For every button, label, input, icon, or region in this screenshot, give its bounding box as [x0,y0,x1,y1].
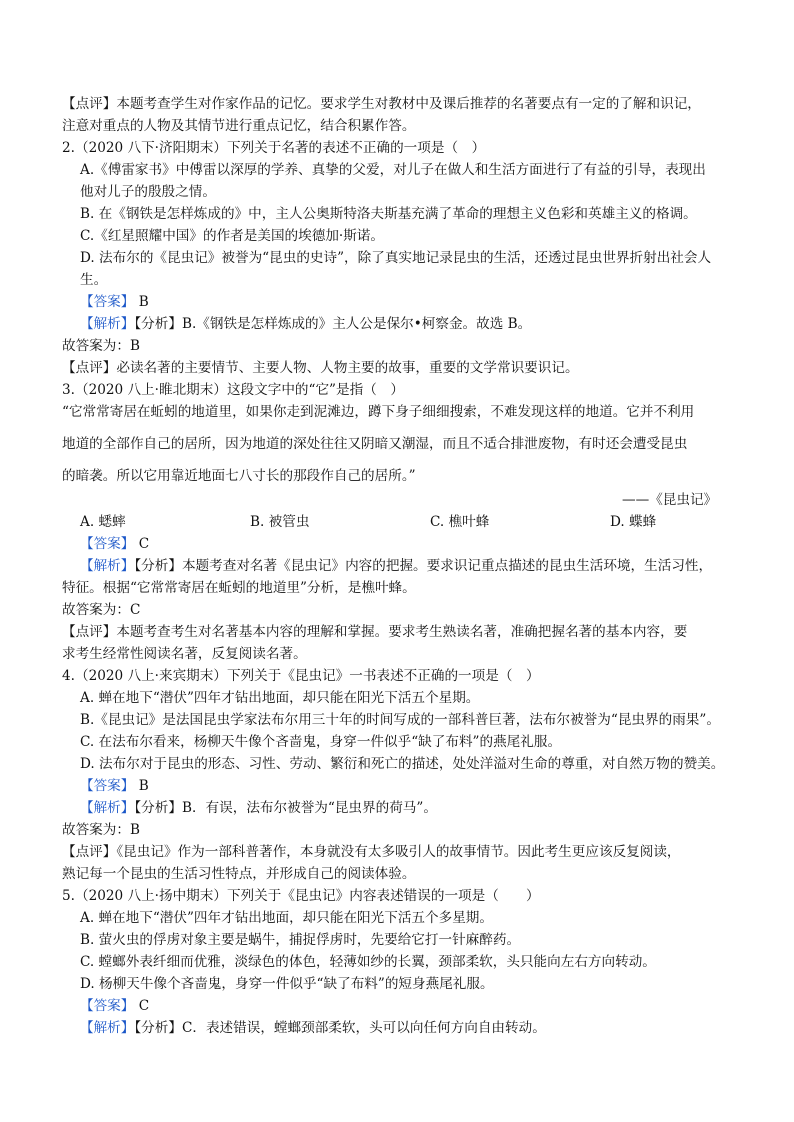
answer-line [80,534,149,554]
analysis-tag: 【解析】 [80,1020,135,1036]
option-a: A. 蝉在地下“潜伏”四年才钻出地面，却只能在阳光下活五个多星期。 [80,910,493,926]
final-answer: 故答案为：C [62,602,141,618]
analysis-cont: 特征。根据“它常常寄居在蚯蚓的地道里”分析，是樵叶蜂。 [62,580,416,596]
comment-text: 【点评】必读名著的主要情节、主要人物、人物主要的故事，重要的文学常识要识记。 [62,360,579,376]
answer-value: B [134,294,149,310]
passage-line: “它常常寄居在蚯蚓的地道里，如果你走到泥滩边，蹲下身子细细搜索，不难发现这样的地道。它并不利用 [62,404,695,420]
comment-text: 注意对重点的人物及其情节进行重点记忆，结合积累作答。 [62,118,416,134]
analysis-tag: 【解析】 [80,800,135,816]
answer-line [80,292,149,312]
answer-tag: 【答案】 [80,998,135,1014]
answer-tag: 【答案】 [80,778,135,794]
passage-source: ——《昆虫记》 [622,492,718,508]
option-b: B. 萤火虫的俘虏对象主要是蜗牛，捕捉俘虏时，先要给它打一针麻醉药。 [80,932,521,948]
answer-line [80,776,149,796]
analysis-line [80,556,712,576]
answer-tag: 【答案】 [80,294,135,310]
analysis-text: 【分析】本题考查对名著《昆虫记》内容的把握。要求识记重点描述的昆虫生活环境，生活习性， [134,558,713,574]
option-b: B. 被管虫 [250,514,310,530]
passage-line: 的暗袭。所以它用靠近地面七八寸长的那段作自己的居所。” [62,468,416,484]
option-b: B. 在《钢铁是怎样炼成的》中，主人公奥斯特洛夫斯基充满了革命的理想主义色彩和英雄主义的格调。 [80,206,697,222]
comment-text: 求考生经常性阅读名著，反复阅读名著。 [62,646,307,662]
analysis-line [80,798,437,818]
option-a: A. 蟋蟀 [80,514,126,530]
answer-tag: 【答案】 [80,536,135,552]
comment-text: 【点评】本题考查考生对名著基本内容的理解和掌握。要求考生熟读名著，准确把握名著的基本内容，要 [62,624,688,640]
option-d: D. 法布尔对于昆虫的形态、习性、劳动、繁衍和死亡的描述，处处洋溢对生命的尊重，对自然万物的赞美。 [80,756,725,772]
option-c: C. 在法布尔看来，杨柳天牛像个吝啬鬼，身穿一件似乎“缺了布料”的燕尾礼服。 [80,734,562,750]
analysis-text: 【分析】B．有误，法布尔被誉为“昆虫界的荷马”。 [134,800,437,816]
final-answer: 故答案为：B [62,822,140,838]
option-c: C. 樵叶蜂 [430,514,490,530]
option-a-cont: 他对儿子的殷殷之情。 [80,184,216,200]
question-5-stem: 5.（2020 八上·扬中期末）下列关于《昆虫记》内容表述错误的一项是（ ） [62,888,540,904]
option-b: B.《昆虫记》是法国昆虫学家法布尔用三十年的时间写成的一部科普巨著，法布尔被誉为“昆虫界的雨果”。 [80,712,720,728]
option-d-cont: 生。 [80,272,108,288]
option-d: D. 法布尔的《昆虫记》被誉为“昆虫的史诗”，除了真实地记录昆虫的生活，还透过昆虫世界折射出社会人 [80,250,712,266]
analysis-line [80,314,531,334]
analysis-tag: 【解析】 [80,558,135,574]
analysis-line [80,1018,546,1038]
answer-value: B [134,778,149,794]
option-c: C. 螳螂外表纤细而优雅，淡绿色的体色，轻薄如纱的长翼，颈部柔软，头只能向左右方向转动。 [80,954,656,970]
question-4-stem: 4.（2020 八上·来宾期末）下列关于《昆虫记》一书表述不正确的一项是（ ） [62,668,540,684]
final-answer: 故答案为：B [62,338,140,354]
answer-value: C [134,998,150,1014]
option-a: A. 蝉在地下“潜伏”四年才钻出地面，却只能在阳光下活五个星期。 [80,690,480,706]
answer-line [80,996,149,1016]
passage-line: 地道的全部作自己的居所，因为地道的深处往往又阴暗又潮湿，而且不适合排泄废物，有时还会遭受昆虫 [62,436,688,452]
comment-text: 【点评】《昆虫记》作为一部科普著作，本身就没有太多吸引人的故事情节。因此考生更应该反复阅读， [62,844,681,860]
option-c: C.《红星照耀中国》的作者是美国的埃德加·斯诺。 [80,228,385,244]
option-a: A.《傅雷家书》中傅雷以深厚的学养、真挚的父爱，对儿子在做人和生活方面进行了有益的引导，表现出 [80,162,706,178]
analysis-tag: 【解析】 [80,316,135,332]
analysis-text: 【分析】B.《钢铁是怎样炼成的》主人公是保尔•柯察金。故选 B。 [134,316,532,332]
comment-text: 【点评】本题考查学生对作家作品的记忆。要求学生对教材中及课后推荐的名著要点有一定的了解和识记， [62,96,701,112]
answer-value: C [134,536,150,552]
question-2-stem: 2.（2020 八下·济阳期末）下列关于名著的表述不正确的一项是（ ） [62,140,486,156]
option-d: D. 杨柳天牛像个吝啬鬼，身穿一件似乎“缺了布料”的短身燕尾礼服。 [80,976,494,992]
analysis-text: 【分析】C．表述错误，螳螂颈部柔软，头可以向任何方向自由转动。 [134,1020,546,1036]
question-3-stem: 3.（2020 八上·睢北期末）这段文字中的“它”是指（ ） [62,382,404,398]
comment-text: 熟记每一个昆虫的生活习性特点，并形成自己的阅读体验。 [62,866,416,882]
option-d: D. 蝶蜂 [610,514,657,530]
